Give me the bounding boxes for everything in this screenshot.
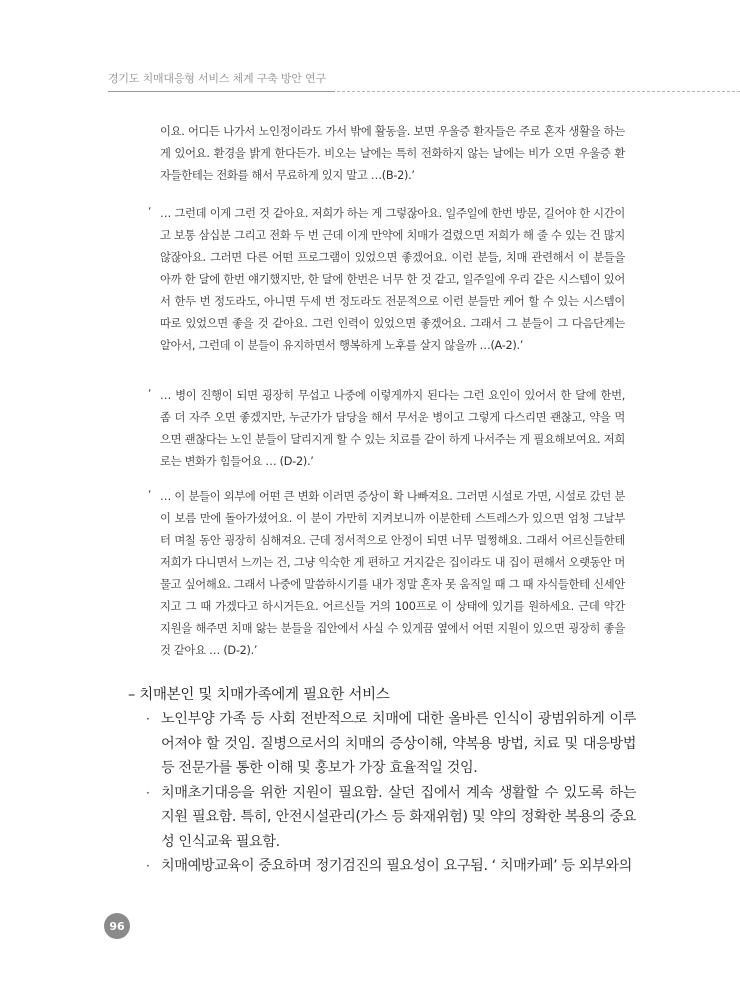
quote-open-mark: ‘ bbox=[148, 387, 152, 400]
interview-quote-1 bbox=[160, 121, 625, 187]
list-item-text: 치매예방교육이 중요하며 정기검진의 필요성이 요구됨. ‘ 치매카페’ 등 외부와의 bbox=[161, 858, 632, 874]
section-heading: – 치매본인 및 치매가족에게 필요한 서비스 bbox=[128, 687, 390, 703]
quote-text: … 병이 진행이 되면 굉장히 무섭고 나중에 이렇게까지 된다는 그런 요인이 있어서 한 달에 한번, 좀 더 자주 오면 좋겠지만, 누군가가 담당을 해서 무서운 병이고 그렇게 다스리면 괜찮고, 약을 먹으면 괜찮다는 노인 분들이 달리지게 할 수 있는 치료를 같이 하게 나서주는 게 필요해보여요. 저희로는 변화가 힘들어요 … (D-2).’ bbox=[160, 389, 625, 468]
quote-text: … 이 분들이 외부에 어떤 큰 변화 이러면 증상이 확 나빠져요. 그러면 시설로 가면, 시설로 갔던 분이 보름 만에 돌아가셨어요. 이 분이 가만히 지켜보니까 이분한테 스트레스가 있으면 엄청 그날부터 며칠 동안 굉장히 심해져요. 근데 정서적으로 안정이 되면 너무 멀쩡해요. 그래서 어르신들한테 저희가 다니면서 느끼는 건, 그냥 익숙한 게 편하고 거지같은 집이라도 내 집이 편해서 오랫동안 머물고 싶어해요. 그래서 나중에 말씀하시기를 내가 정말 혼자 못 움직일 때 그 때 자식들한테 신세안지고 그 때 가겠다고 하시거든요. 어르신들 거의 100프로 이 상태에 있기를 원하세요. 근데 약간 지원을 해주면 치매 앓는 분들을 집안에서 사실 수 있게끔 옆에서 어떤 지원이 있으면 굉장히 좋을 것 같아요 … (D-2).’ bbox=[160, 490, 625, 657]
list-item bbox=[146, 707, 636, 781]
header-rule bbox=[108, 91, 335, 92]
interview-quote-4 bbox=[160, 486, 625, 662]
quote-text: … 그런데 이게 그런 것 같아요. 저희가 하는 게 그렇잖아요. 일주일에 한번 방문, 길어야 한 시간이고 보통 삼십분 그리고 전화 두 번 근데 이게 만약에 치매가 걸렸으면 저희가 해 줄 수 있는 건 많지 않잖아요. 그러면 다른 어떤 프로그램이 있었으면 좋겠어요. 이런 분들, 치매 관련해서 이 분들을 아까 한 달에 한번 얘기했지만, 한 달에 한번은 너무 한 것 같고, 일주일에 우리 같은 시스템이 있어서 한두 번 정도라도, 아니면 두세 번 정도라도 전문적으로 이런 분들만 케어 할 수 있는 시스템이 따로 있었으면 좋을 것 같아요. 그런 인력이 있었으면 좋겠어요. 그래서 그 분들이 그 다음단계는 알아서, 그런데 이 분들이 유지하면서 행복하게 노후를 살지 않을까 …(A-2).’ bbox=[160, 207, 625, 352]
page-number: 96 bbox=[109, 919, 125, 933]
list-item-text: 치매초기대응을 위한 지원이 필요함. 살던 집에서 계속 생활할 수 있도록 하는 지원 필요함. 특히, 안전시설관리(가스 등 화재위험) 및 약의 정확한 복용의 중요성 인식교육 필요함. bbox=[161, 784, 636, 850]
bullet-dot: · bbox=[146, 712, 150, 726]
interview-quote-3 bbox=[160, 385, 625, 473]
interview-quote-2 bbox=[160, 203, 625, 357]
list-item bbox=[146, 781, 636, 855]
bullet-dot: · bbox=[146, 785, 150, 800]
list-item bbox=[146, 854, 636, 879]
quote-open-mark: ‘ bbox=[148, 488, 152, 501]
service-bullet-list bbox=[146, 707, 636, 879]
list-item-text: 노인부양 가족 등 사회 전반적으로 치매에 대한 올바른 인식이 광범위하게 이루어져야 할 것임. 질병으로서의 치매의 증상이해, 약복용 방법, 치료 및 대응방법 등 전문가를 통한 이해 및 홍보가 가장 효율적일 것임. bbox=[161, 711, 636, 776]
running-header: 경기도 치매대응형 서비스 체계 구축 방안 연구 bbox=[108, 72, 326, 85]
quote-open-mark: ‘ bbox=[148, 205, 152, 218]
page-number-badge bbox=[104, 913, 130, 939]
header-dashed-rule bbox=[337, 91, 740, 92]
quote-text: 이요. 어디든 나가서 노인정이라도 가서 밖에 활동을. 보면 우울증 환자들은 주로 혼자 생활을 하는 게 있어요. 환경을 밝게 한다든가. 비오는 날에는 특히 전화하지 않는 날에는 비가 오면 우울증 환자들한테는 전화를 해서 무료하게 있지 말고 …(B-2).’ bbox=[160, 125, 625, 182]
bullet-dot: · bbox=[146, 859, 150, 873]
